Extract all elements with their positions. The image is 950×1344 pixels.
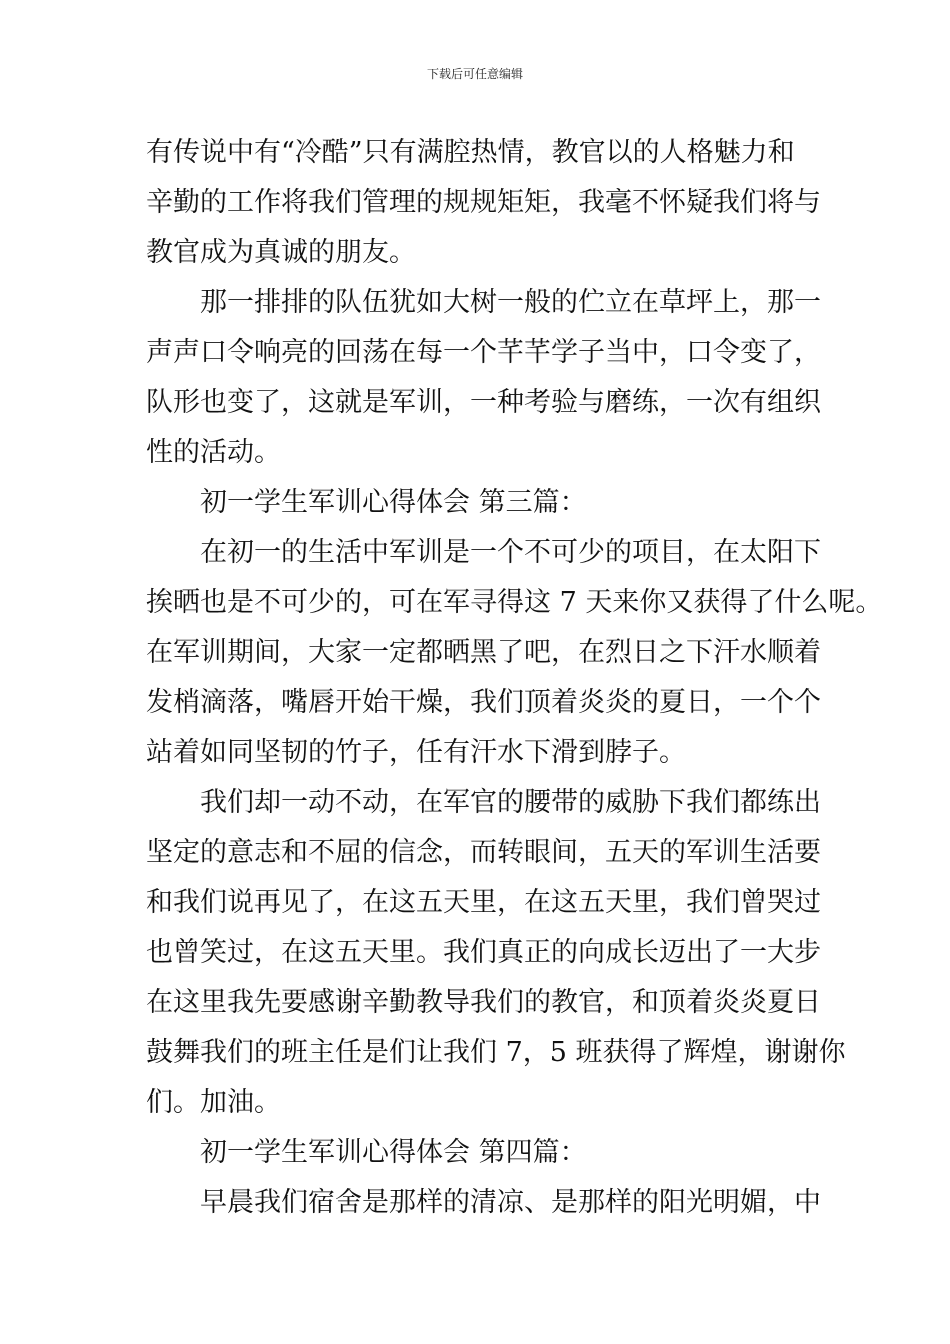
text-line: 和我们说再见了，在这五天里，在这五天里，我们曾哭过 — [146, 887, 821, 918]
text-line: 坚定的意志和不屈的信念，而转眼间，五天的军训生活要 — [146, 837, 821, 868]
text-line: 在军训期间，大家一定都晒黑了吧，在烈日之下汗水顺着 — [146, 637, 821, 668]
text-line: 性的活动。 — [146, 437, 281, 468]
paragraph-first-line: 在初一的生活中军训是一个不可少的项目，在太阳下 — [200, 537, 821, 568]
paragraph-first-line: 早晨我们宿舍是那样的清凉、是那样的阳光明媚，中 — [200, 1187, 821, 1218]
page-header-note: 下载后可任意编辑 — [426, 67, 523, 81]
text-line: 声声口令响亮的回荡在每一个芊芊学子当中，口令变了， — [146, 337, 821, 368]
text-line: 们。加油。 — [146, 1087, 281, 1118]
text-line: 站着如同坚韧的竹子，任有汗水下滑到脖子。 — [146, 737, 686, 768]
document-body — [146, 128, 883, 1228]
text-line: 队形也变了，这就是军训，一种考验与磨练，一次有组织 — [146, 387, 821, 418]
text-line: 挨晒也是不可少的，可在军寻得这 7 天来你又获得了什么呢。 — [146, 587, 883, 618]
paragraph-first-line: 那一排排的队伍犹如大树一般的伫立在草坪上，那一 — [200, 287, 821, 318]
text-line: 在这里我先要感谢辛勤教导我们的教官，和顶着炎炎夏日 — [146, 987, 821, 1018]
section-heading-part-three: 初一学生军训心得体会 第三篇： — [200, 487, 587, 518]
text-line: 有传说中有“冷酷”只有满腔热情，教官以的人格魅力和 — [146, 137, 795, 168]
section-heading-part-four: 初一学生军训心得体会 第四篇： — [200, 1137, 587, 1168]
text-line: 教官成为真诚的朋友。 — [146, 237, 416, 268]
text-line: 辛勤的工作将我们管理的规规矩矩，我毫不怀疑我们将与 — [146, 187, 821, 218]
text-line: 也曾笑过，在这五天里。我们真正的向成长迈出了一大步 — [146, 937, 821, 968]
text-line: 鼓舞我们的班主任是们让我们 7，5 班获得了辉煌，谢谢你 — [146, 1037, 846, 1068]
paragraph-first-line: 我们却一动不动，在军官的腰带的威胁下我们都练出 — [200, 787, 821, 818]
text-line: 发梢滴落，嘴唇开始干燥，我们顶着炎炎的夏日，一个个 — [146, 687, 821, 718]
